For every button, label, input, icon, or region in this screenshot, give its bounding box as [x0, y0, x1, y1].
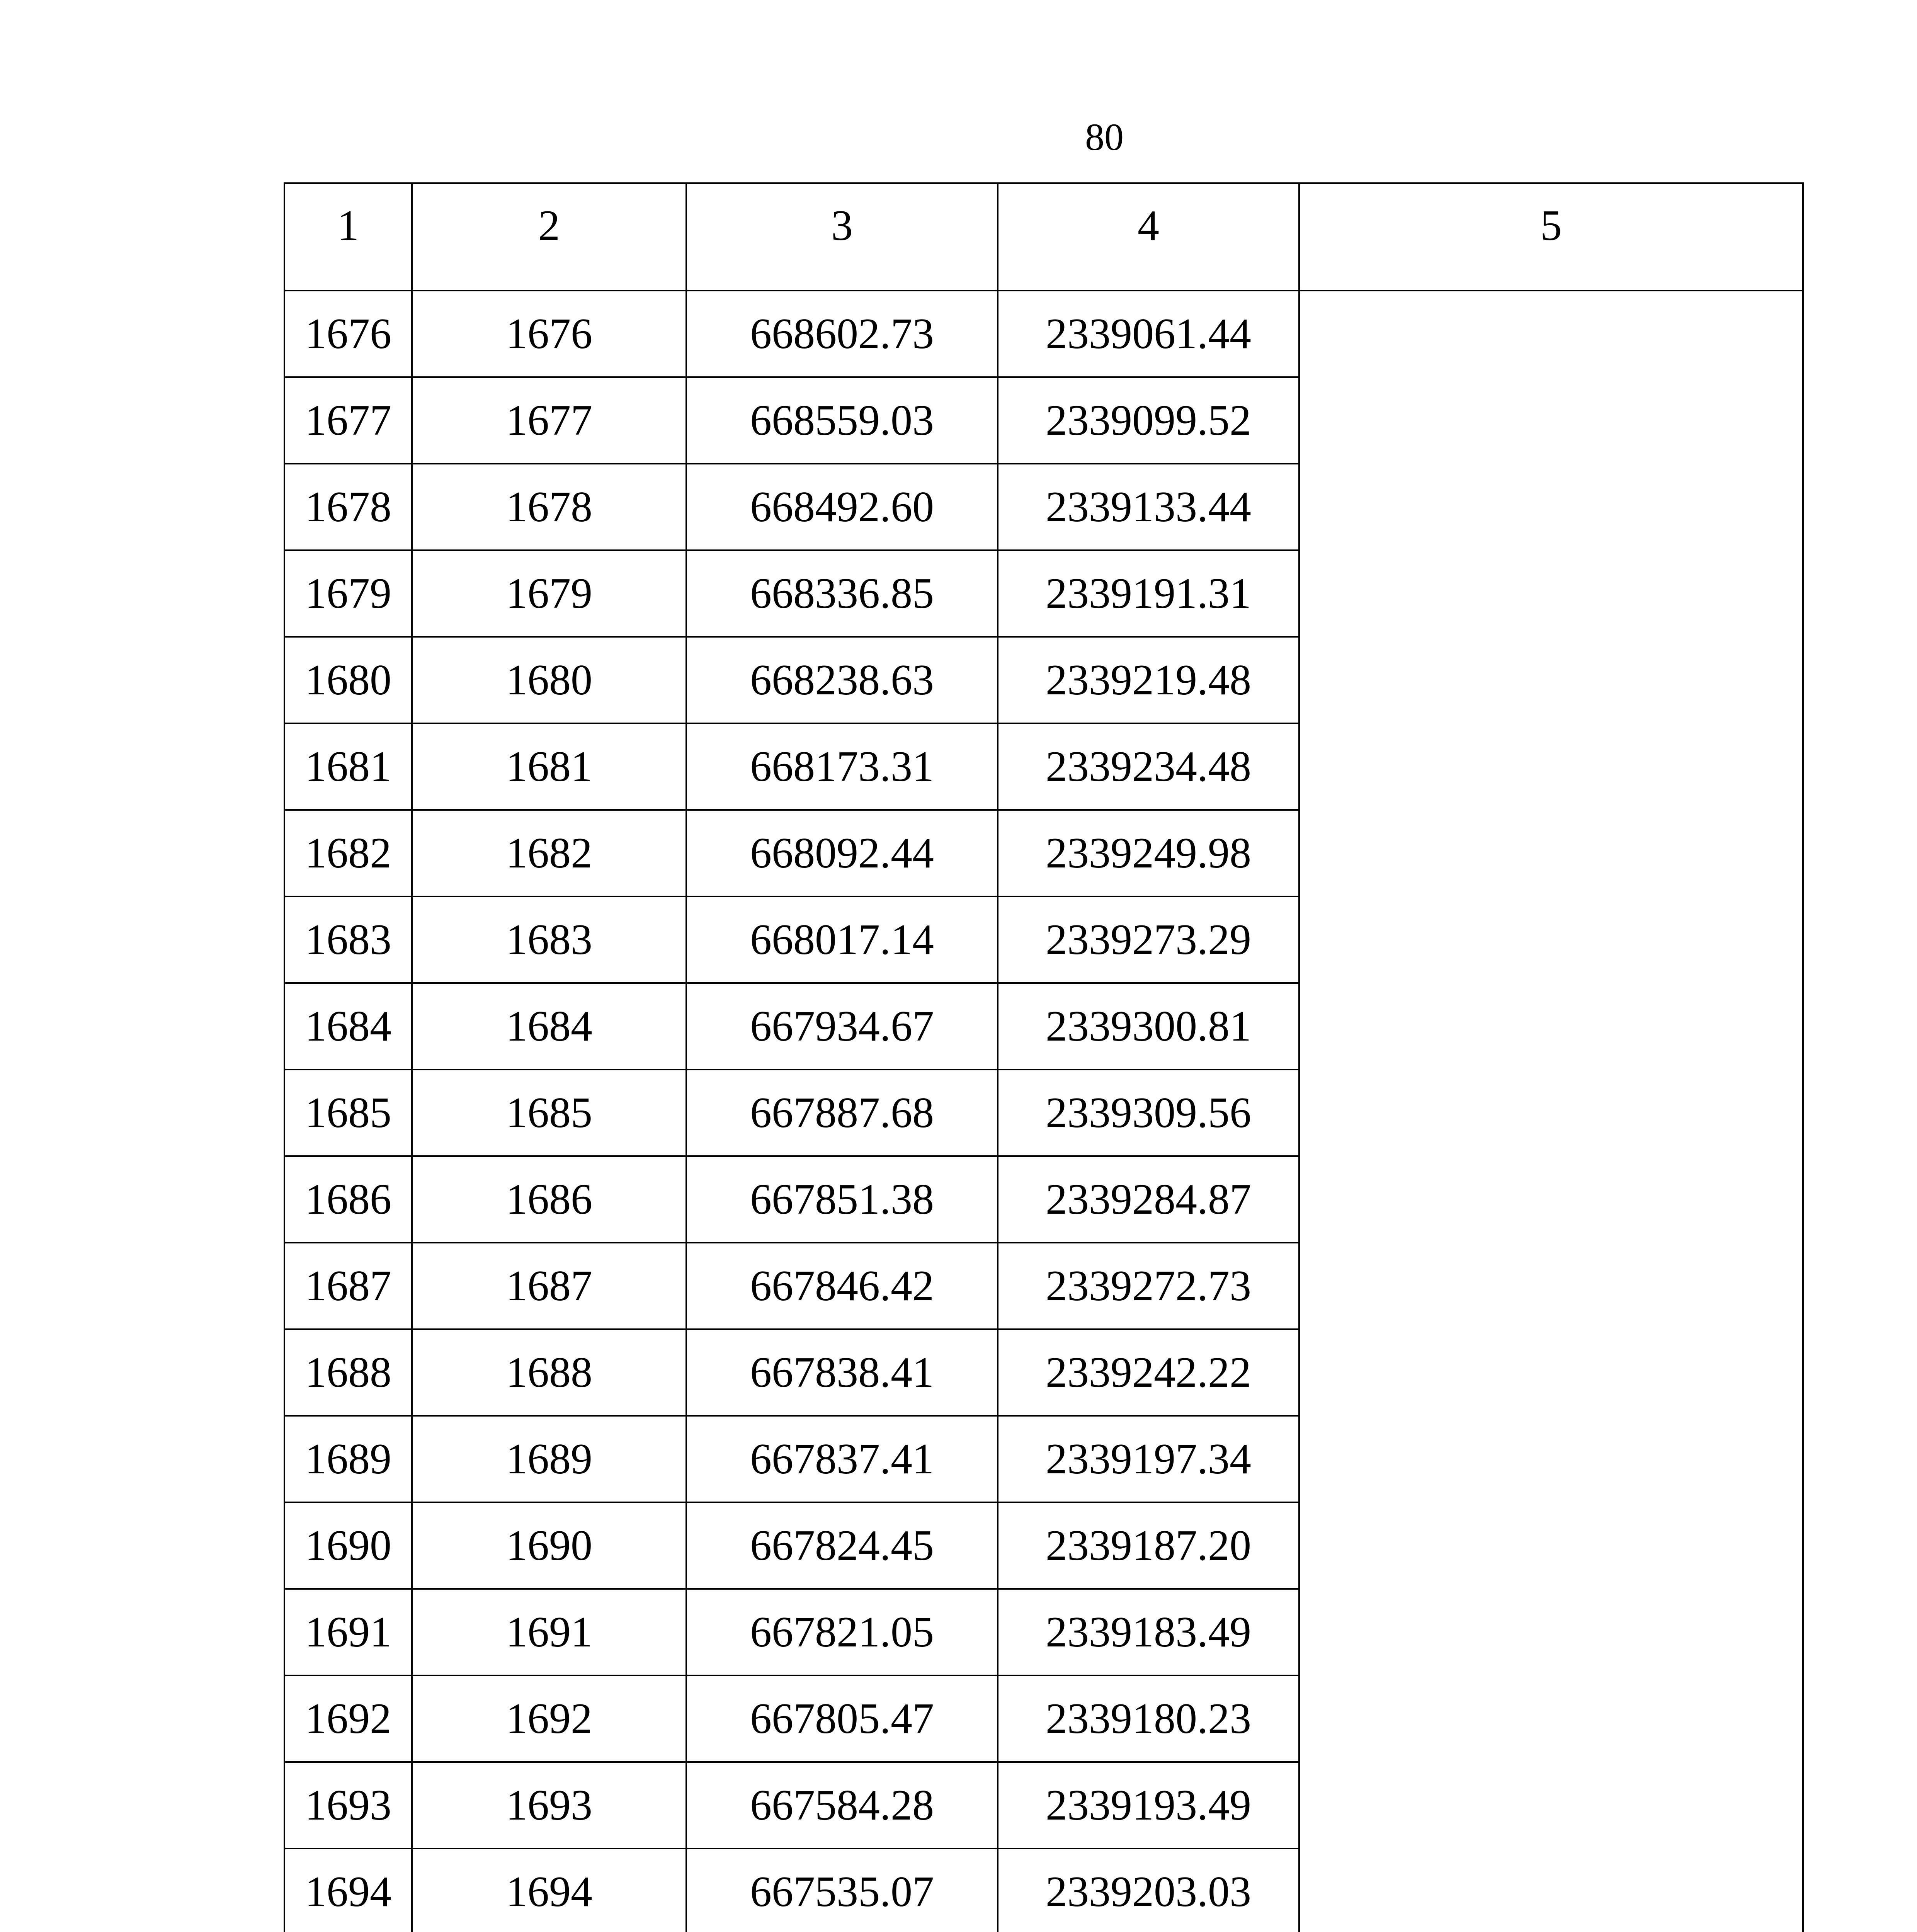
table-cell-col-2: 1683 — [412, 896, 686, 983]
table-cell-col-3: 668336.85 — [686, 550, 998, 637]
table-cell-col-2: 1686 — [412, 1156, 686, 1243]
table-cell-col-1: 1677 — [284, 377, 412, 464]
table-cell-col-4: 2339272.73 — [998, 1243, 1299, 1329]
table-cell-col-3: 668602.73 — [686, 291, 998, 377]
table-cell-col-4: 2339219.48 — [998, 637, 1299, 723]
table-cell-col-5-merged — [1299, 291, 1803, 1932]
table-cell-col-1: 1694 — [284, 1849, 412, 1932]
coordinates-table — [284, 182, 1804, 1932]
header-row — [284, 183, 1803, 291]
table-cell-col-2: 1690 — [412, 1502, 686, 1589]
column-header-2: 2 — [412, 183, 686, 291]
table-cell-col-2: 1682 — [412, 810, 686, 896]
table-cell-col-3: 668238.63 — [686, 637, 998, 723]
table-cell-col-1: 1682 — [284, 810, 412, 896]
table-cell-col-4: 2339284.87 — [998, 1156, 1299, 1243]
table-cell-col-2: 1693 — [412, 1762, 686, 1849]
table-cell-col-2: 1678 — [412, 464, 686, 550]
table-cell-col-2: 1692 — [412, 1675, 686, 1762]
table-cell-col-1: 1679 — [284, 550, 412, 637]
table-cell-col-1: 1681 — [284, 723, 412, 810]
table-cell-col-3: 668559.03 — [686, 377, 998, 464]
table-cell-col-1: 1676 — [284, 291, 412, 377]
table-cell-col-2: 1688 — [412, 1329, 686, 1416]
table-cell-col-4: 2339242.22 — [998, 1329, 1299, 1416]
table-cell-col-2: 1676 — [412, 291, 686, 377]
table-cell-col-1: 1683 — [284, 896, 412, 983]
table-cell-col-1: 1693 — [284, 1762, 412, 1849]
table-cell-col-3: 667535.07 — [686, 1849, 998, 1932]
table-cell-col-4: 2339191.31 — [998, 550, 1299, 637]
table-cell-col-2: 1684 — [412, 983, 686, 1070]
table-cell-col-3: 667934.67 — [686, 983, 998, 1070]
table-cell-col-4: 2339180.23 — [998, 1675, 1299, 1762]
table-cell-col-3: 667846.42 — [686, 1243, 998, 1329]
table-cell-col-2: 1694 — [412, 1849, 686, 1932]
table-cell-col-4: 2339309.56 — [998, 1070, 1299, 1156]
page-number: 80 — [1085, 116, 1124, 158]
table-cell-col-4: 2339133.44 — [998, 464, 1299, 550]
table-cell-col-4: 2339099.52 — [998, 377, 1299, 464]
table-cell-col-1: 1678 — [284, 464, 412, 550]
table-cell-col-4: 2339187.20 — [998, 1502, 1299, 1589]
table-cell-col-4: 2339203.03 — [998, 1849, 1299, 1932]
table-cell-col-3: 668092.44 — [686, 810, 998, 896]
table-cell-col-3: 668492.60 — [686, 464, 998, 550]
table-cell-col-2: 1691 — [412, 1589, 686, 1675]
column-header-3: 3 — [686, 183, 998, 291]
table-cell-col-4: 2339061.44 — [998, 291, 1299, 377]
column-header-1: 1 — [284, 183, 412, 291]
table-cell-col-3: 668017.14 — [686, 896, 998, 983]
table-cell-col-1: 1690 — [284, 1502, 412, 1589]
table-cell-col-3: 667805.47 — [686, 1675, 998, 1762]
table-cell-col-4: 2339234.48 — [998, 723, 1299, 810]
table-cell-col-1: 1686 — [284, 1156, 412, 1243]
table-cell-col-1: 1691 — [284, 1589, 412, 1675]
table-cell-col-1: 1680 — [284, 637, 412, 723]
table-cell-col-2: 1687 — [412, 1243, 686, 1329]
table-cell-col-4: 2339249.98 — [998, 810, 1299, 896]
table-cell-col-1: 1684 — [284, 983, 412, 1070]
table-cell-col-2: 1677 — [412, 377, 686, 464]
table-cell-col-2: 1679 — [412, 550, 686, 637]
table-cell-col-3: 667837.41 — [686, 1416, 998, 1502]
table-cell-col-4: 2339193.49 — [998, 1762, 1299, 1849]
table-cell-col-2: 1680 — [412, 637, 686, 723]
column-header-4: 4 — [998, 183, 1299, 291]
table-cell-col-4: 2339300.81 — [998, 983, 1299, 1070]
column-header-5: 5 — [1299, 183, 1803, 291]
table-cell-col-1: 1685 — [284, 1070, 412, 1156]
table-cell-col-1: 1692 — [284, 1675, 412, 1762]
table-cell-col-4: 2339273.29 — [998, 896, 1299, 983]
table-cell-col-2: 1689 — [412, 1416, 686, 1502]
table-cell-col-3: 667851.38 — [686, 1156, 998, 1243]
table-cell-col-1: 1688 — [284, 1329, 412, 1416]
table-cell-col-3: 667838.41 — [686, 1329, 998, 1416]
table-cell-col-1: 1687 — [284, 1243, 412, 1329]
table-cell-col-1: 1689 — [284, 1416, 412, 1502]
table-row — [284, 291, 1803, 377]
table-cell-col-3: 668173.31 — [686, 723, 998, 810]
table-cell-col-2: 1681 — [412, 723, 686, 810]
table-cell-col-4: 2339183.49 — [998, 1589, 1299, 1675]
table-cell-col-3: 667584.28 — [686, 1762, 998, 1849]
table-body — [284, 183, 1803, 1932]
table-cell-col-3: 667821.05 — [686, 1589, 998, 1675]
table-cell-col-2: 1685 — [412, 1070, 686, 1156]
table-cell-col-3: 667887.68 — [686, 1070, 998, 1156]
table-cell-col-4: 2339197.34 — [998, 1416, 1299, 1502]
table-cell-col-3: 667824.45 — [686, 1502, 998, 1589]
